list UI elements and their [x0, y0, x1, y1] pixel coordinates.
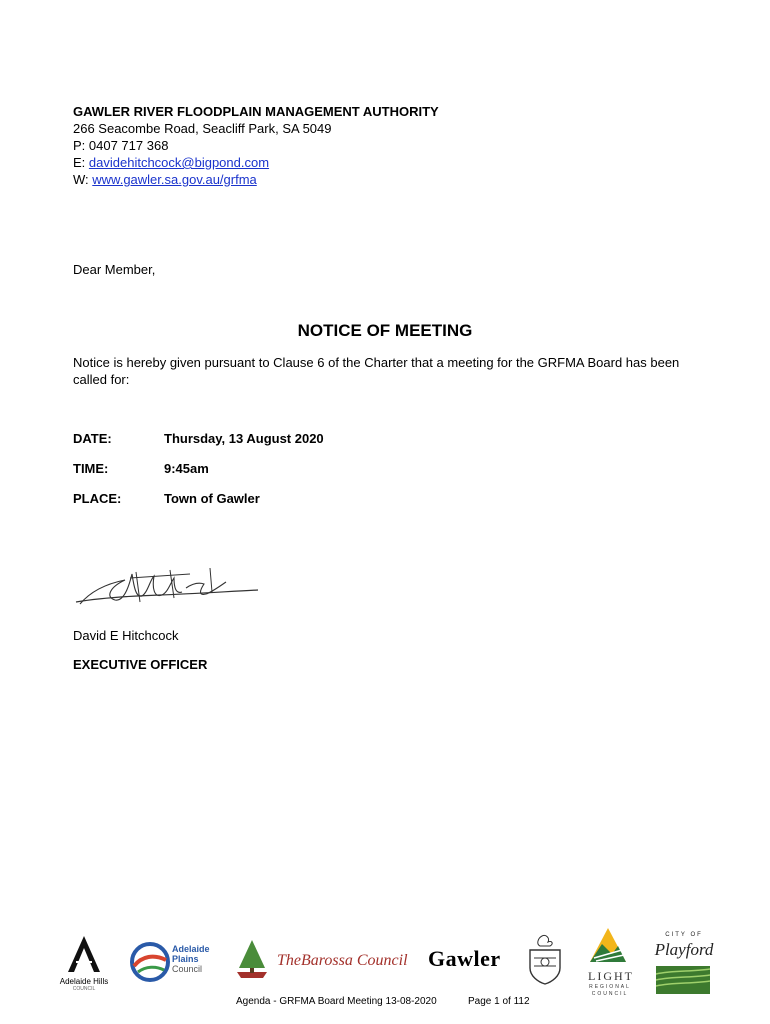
light-sub-2: COUNCIL	[591, 991, 629, 997]
email-prefix: E:	[73, 155, 89, 170]
playford-city-text: CITY OF	[665, 932, 703, 938]
light-council-mark-icon	[588, 926, 628, 964]
light-sub-1: REGIONAL	[589, 984, 631, 990]
barossa-tree-icon	[233, 938, 271, 982]
email-link[interactable]: davidehitchcock@bigpond.com	[88, 155, 270, 170]
notice-body: Notice is hereby given pursuant to Clause 6 of the Charter that a meeting for the GRFMA Board has been called for:	[73, 355, 680, 387]
date-label: DATE:	[73, 431, 112, 446]
org-address: 266 Seacombe Road, Seacliff Park, SA 5049	[73, 121, 332, 136]
playford-fields-icon	[656, 966, 710, 994]
salutation: Dear Member,	[73, 262, 156, 277]
gawler-logo	[428, 946, 520, 982]
date-row	[73, 431, 324, 446]
footer-page-number: Page 1 of 112	[468, 996, 530, 1007]
time-row	[73, 461, 209, 476]
org-web-line	[73, 171, 439, 188]
gawler-crest-shield-icon	[524, 934, 566, 986]
web-prefix: W:	[73, 172, 93, 187]
adelaide-plains-text	[172, 944, 210, 974]
adelaide-plains-mark-icon	[128, 940, 172, 984]
footer-agenda: Agenda - GRFMA Board Meeting 13-08-2020	[236, 996, 437, 1007]
adelaide-plains-line-3: Council	[172, 964, 203, 974]
place-value: Town of Gawler	[164, 491, 260, 506]
playford-wordmark: Playford	[654, 940, 714, 959]
date-value: Thursday, 13 August 2020	[164, 431, 324, 446]
org-name: GAWLER RIVER FLOODPLAIN MANAGEMENT AUTHORITY	[73, 104, 439, 119]
adelaide-hills-text: Adelaide Hills	[59, 977, 109, 986]
place-row	[73, 491, 260, 506]
light-wordmark: LIGHT	[588, 969, 634, 983]
barossa-wordmark	[277, 952, 408, 970]
adelaide-plains-line-2: Plains	[172, 954, 199, 964]
light-regional-council-logo	[588, 926, 632, 1000]
gawler-wordmark: Gawler	[428, 946, 501, 971]
adelaide-hills-logo	[56, 934, 112, 996]
time-label: TIME:	[73, 461, 109, 476]
adelaide-hills-mark-icon	[56, 934, 112, 974]
place-label: PLACE:	[73, 491, 122, 506]
org-phone: P: 0407 717 368	[73, 138, 169, 153]
adelaide-plains-logo	[128, 940, 220, 984]
web-link[interactable]: www.gawler.sa.gov.au/grfma	[92, 172, 257, 187]
council-logos	[0, 920, 770, 1000]
handwritten-signature	[70, 562, 270, 612]
time-value: 9:45am	[164, 461, 209, 476]
letterhead	[73, 103, 439, 188]
org-email-line	[73, 154, 439, 171]
city-of-playford-logo	[648, 932, 720, 996]
signatory-name: David E Hitchcock	[73, 628, 179, 643]
adelaide-plains-line-1: Adelaide	[172, 944, 210, 954]
signatory-position: EXECUTIVE OFFICER	[73, 657, 208, 672]
notice-title: NOTICE OF MEETING	[297, 321, 473, 340]
adelaide-hills-sub: COUNCIL	[72, 986, 96, 992]
barossa-the: The	[277, 952, 301, 969]
gawler-crest-icon	[524, 934, 566, 986]
barossa-name: Barossa Council	[301, 952, 408, 969]
barossa-council-logo	[233, 938, 415, 982]
